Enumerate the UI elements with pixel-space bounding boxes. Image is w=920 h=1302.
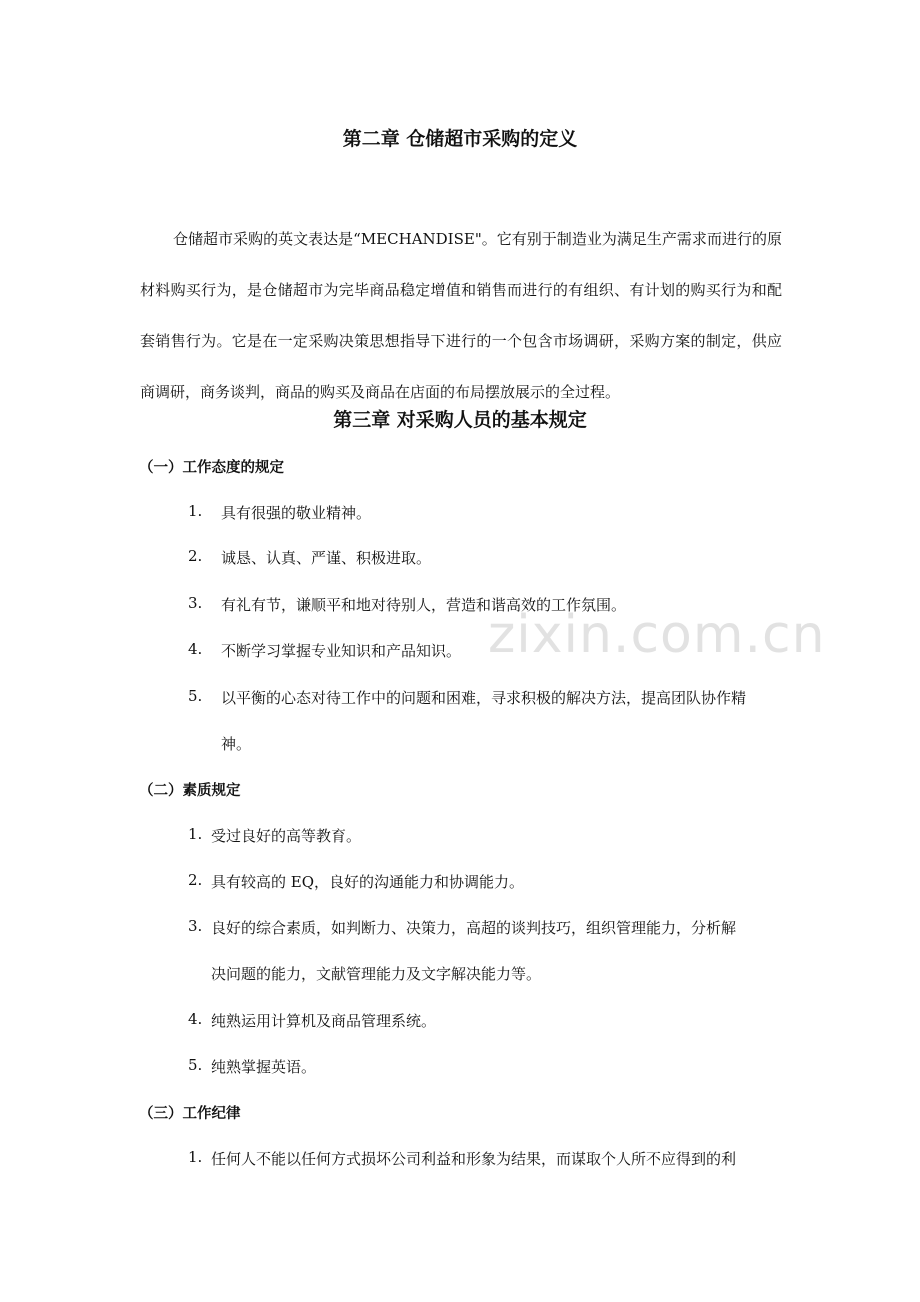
list-item-number: 2.: [188, 871, 203, 889]
list-item-number: 2.: [188, 547, 203, 565]
list-item: 有礼有节，谦顺平和地对待别人，营造和谐高效的工作氛围。: [221, 596, 627, 614]
list-item: 诚恳、认真、严谨、积极进取。: [221, 549, 432, 567]
chapter2-title: 第二章 仓储超市采购的定义: [342, 128, 578, 150]
list-item-number: 5.: [188, 1056, 203, 1074]
list-item: 纯熟运用计算机及商品管理系统。: [211, 1012, 437, 1030]
list-item-number: 3.: [188, 917, 203, 935]
list-item-number: 1.: [188, 1148, 203, 1166]
list-item: 纯熟掌握英语。: [211, 1058, 317, 1076]
chapter3-title: 第三章 对采购人员的基本规定: [333, 409, 587, 431]
section-heading-quality: （二）素质规定: [139, 783, 241, 799]
list-item: 以平衡的心态对待工作中的问题和困难，寻求积极的解决方法，提高团队协作精: [221, 689, 747, 707]
list-item-number: 4.: [188, 640, 203, 658]
list-item: 良好的综合素质，如判断力、决策力，高超的谈判技巧，组织管理能力，分析解: [211, 919, 737, 937]
list-item-number: 4.: [188, 1010, 203, 1028]
list-item: 具有较高的 EQ，良好的沟通能力和协调能力。: [211, 873, 525, 891]
list-item-number: 1.: [188, 825, 203, 843]
list-item: 具有很强的敬业精神。: [221, 504, 372, 522]
list-item-continuation: 神。: [221, 735, 252, 753]
section-heading-attitude: （一）工作态度的规定: [139, 460, 284, 476]
list-item-number: 5.: [188, 687, 203, 705]
chapter2-paragraph: 仓储超市采购的英文表达是“MECHANDISE"。它有别于制造业为满足生产需求而进行的原材料购买行为，是仓储超市为完毕商品稳定增值和销售而进行的有组织、有计划的购买行为和配套销售行为。它是在一定采购决策思想指导下进行的一个包含市场调研，采购方案的制定，供应商调研，商务谈判，商品的购买及商品在店面的布局摆放展示的全过程。: [140, 230, 782, 401]
section-heading-discipline: （三）工作纪律: [139, 1106, 241, 1122]
list-item-number: 3.: [188, 594, 203, 612]
list-item: 任何人不能以任何方式损坏公司利益和形象为结果，而谋取个人所不应得到的利: [211, 1150, 737, 1168]
list-item: 不断学习掌握专业知识和产品知识。: [221, 642, 462, 660]
list-item-number: 1.: [188, 502, 203, 520]
watermark: zixin.com.cn: [488, 605, 826, 665]
list-item-continuation: 决问题的能力，文献管理能力及文字解决能力等。: [211, 965, 542, 983]
list-item: 受过良好的高等教育。: [211, 827, 362, 845]
